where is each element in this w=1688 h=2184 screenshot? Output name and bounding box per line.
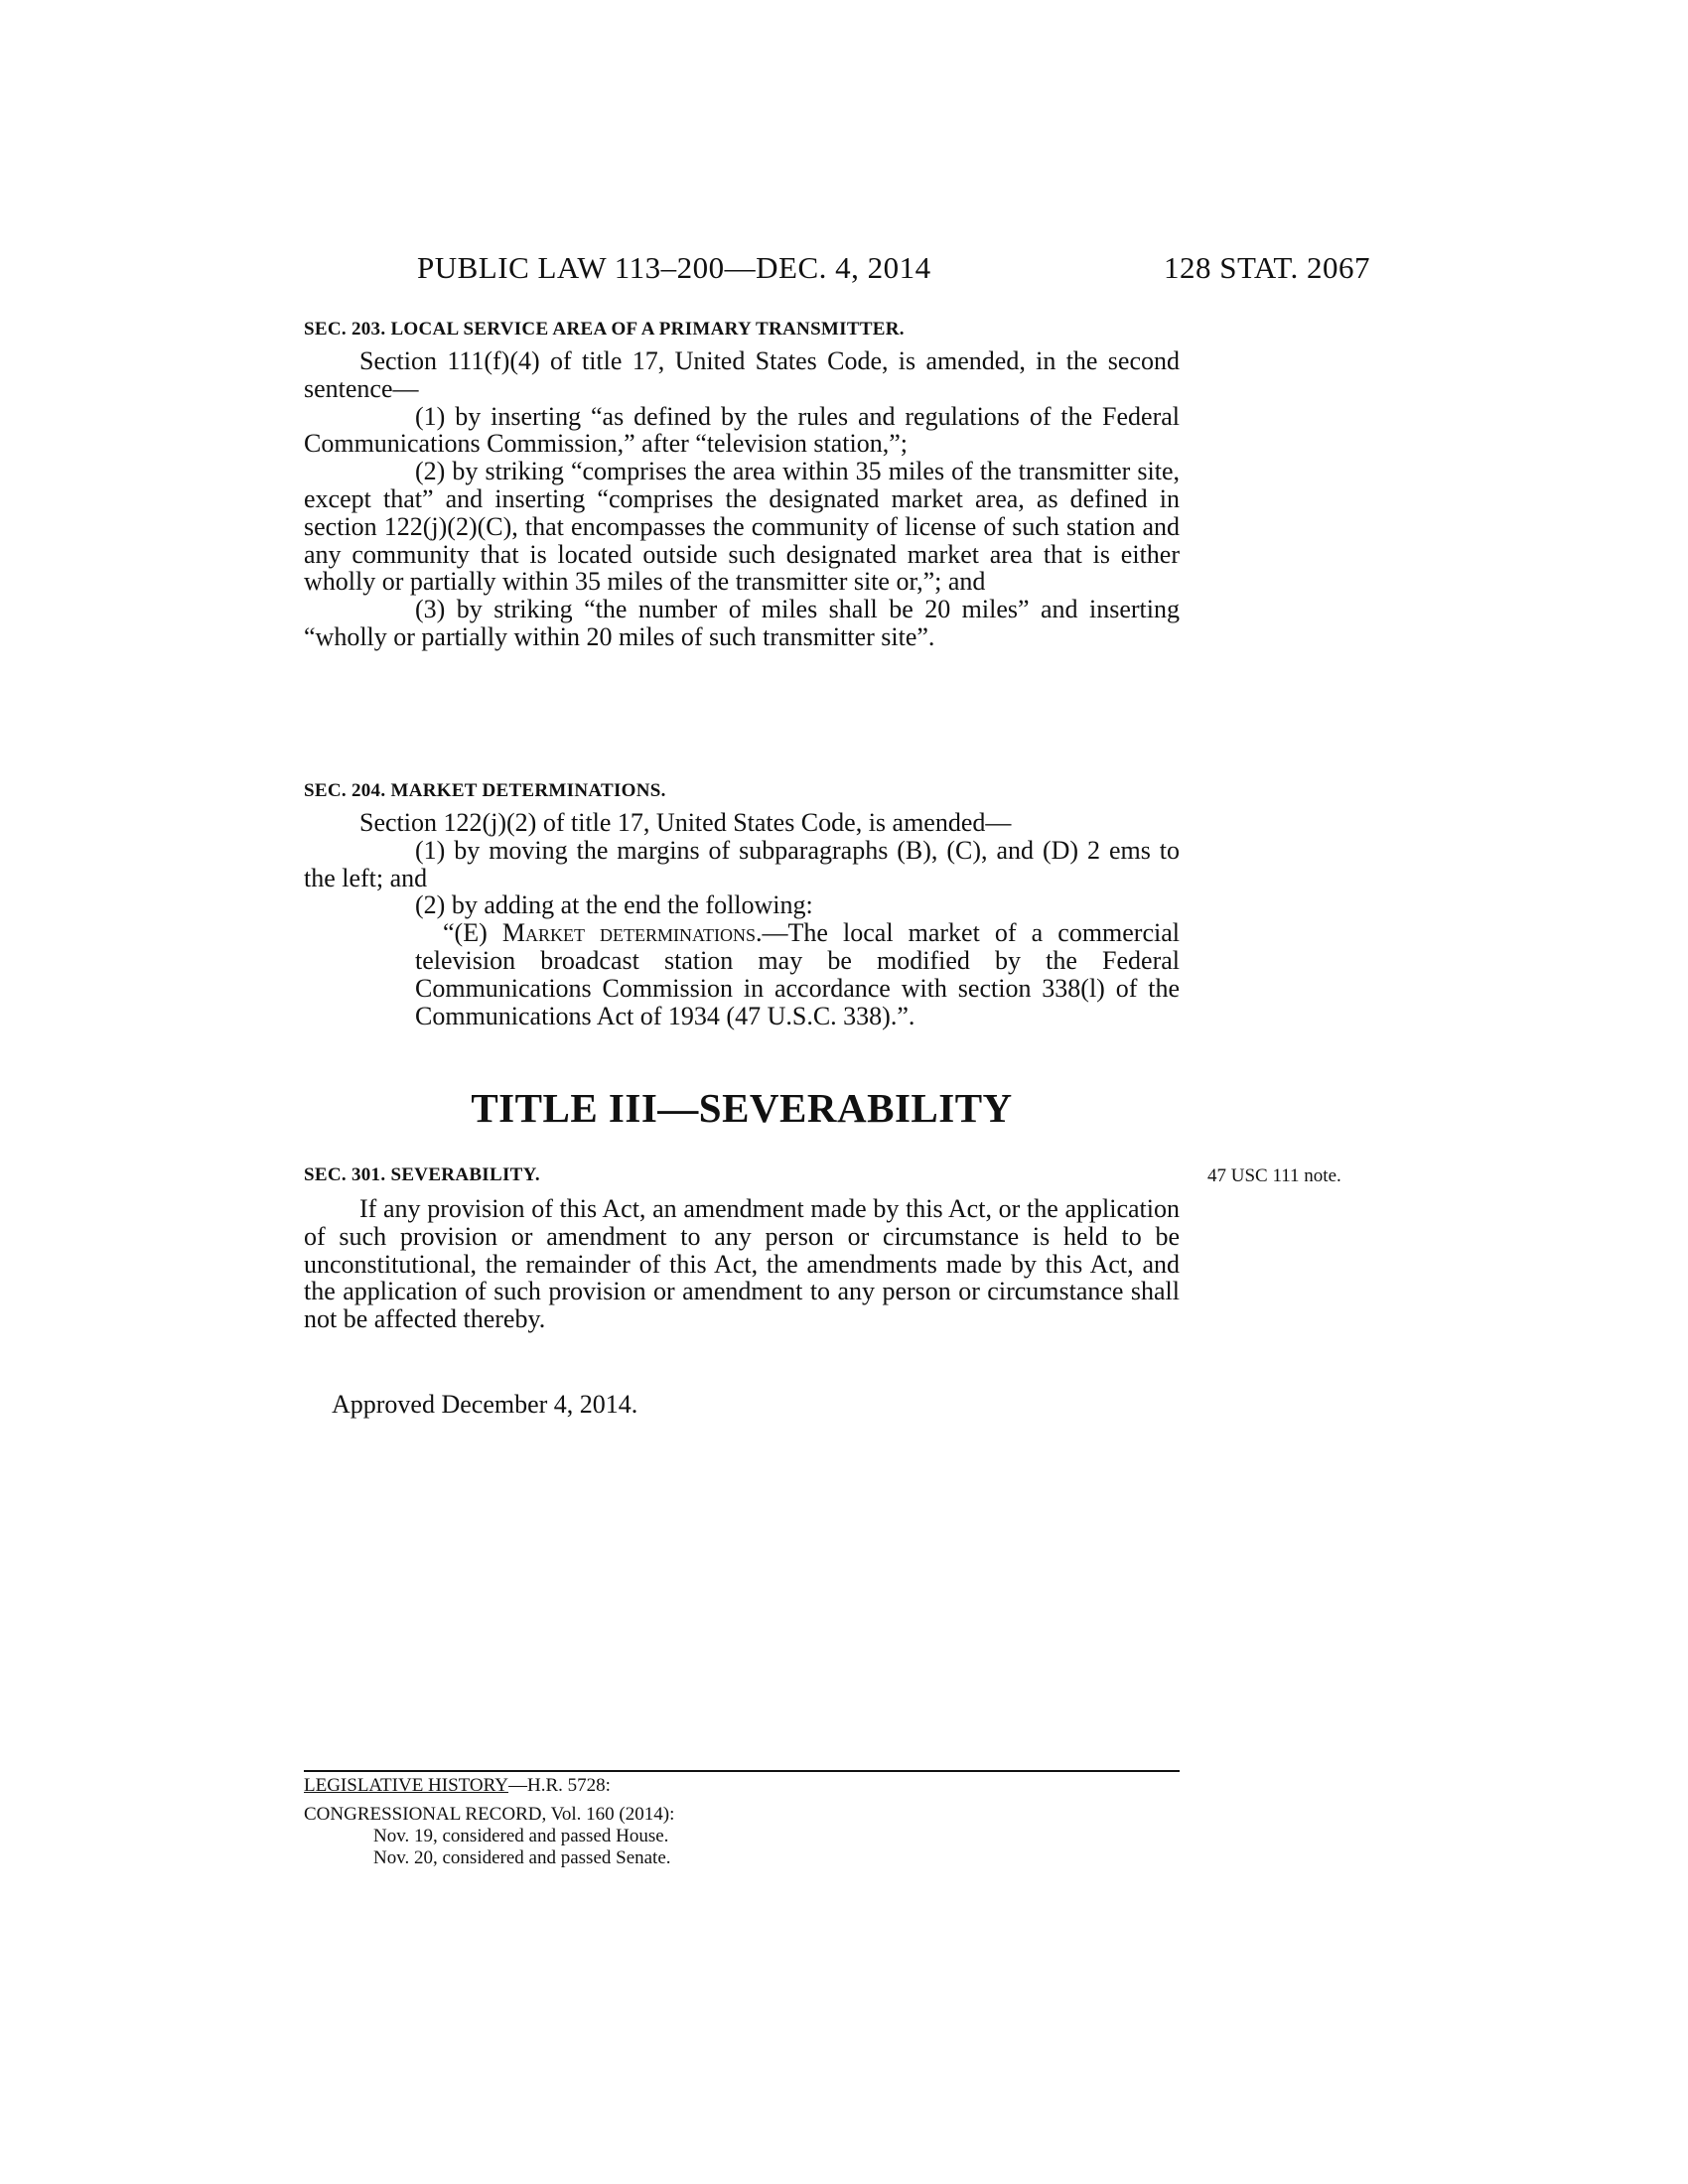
section-204-quoted-subparagraph bbox=[304, 919, 1180, 1029]
legislative-history-title bbox=[304, 1775, 1180, 1797]
section-203-item-3: (3) by striking “the number of miles shall be 20 miles” and inserting “wholly or partially within 20 miles of such transmitter site”. bbox=[304, 595, 1180, 651]
section-204-item-1: (1) by moving the margins of subparagraphs (B), (C), and (D) 2 ems to the left; and bbox=[304, 835, 1180, 892]
congressional-record: CONGRESSIONAL RECORD, Vol. 160 (2014): bbox=[304, 1804, 675, 1825]
legislative-history bbox=[304, 1775, 1180, 1869]
statute-page-number: 128 STAT. 2067 bbox=[1163, 250, 1370, 285]
running-head-title: PUBLIC LAW 113–200—DEC. 4, 2014 bbox=[417, 250, 931, 285]
section-301-heading: SEC. 301. SEVERABILITY. bbox=[304, 1164, 540, 1185]
section-203-heading: SEC. 203. LOCAL SERVICE AREA OF A PRIMARY TRANSMITTER. bbox=[304, 319, 905, 340]
legislative-history-bill: —H.R. 5728: bbox=[508, 1775, 611, 1796]
quote-body: .—The local market of a commercial television broadcast station may be modified by the Federal Communications Commission in accordance with section 338(l) of the Communications Act of 1934 (47 U.S.C. 338).”. bbox=[415, 918, 1180, 1030]
section-203-item-2: (2) by striking “comprises the area within 35 miles of the transmitter site, except that” and inserting “comprises the designated market area, as defined in section 122(j)(2)(C), that encompasses the community of license of such station and any community that is located outside such designated market area that is either wholly or partially within 35 miles of the transmitter site or,”; and bbox=[304, 457, 1180, 597]
section-203-item-1: (1) by inserting “as defined by the rules and regulations of the Federal Communications Commission,” after “television station,”; bbox=[304, 401, 1180, 459]
section-204 bbox=[304, 779, 1180, 1029]
running-head bbox=[417, 250, 1370, 290]
history-entry: Nov. 20, considered and passed Senate. bbox=[373, 1847, 671, 1868]
footnote-divider bbox=[304, 1770, 1180, 1772]
quote-lead: “(E) bbox=[443, 918, 502, 948]
quote-caption: Market determinations bbox=[501, 918, 757, 948]
approval-date: Approved December 4, 2014. bbox=[332, 1390, 638, 1419]
history-entry: Nov. 19, considered and passed House. bbox=[373, 1826, 669, 1846]
margin-note: 47 USC 111 note. bbox=[1207, 1165, 1341, 1186]
section-301 bbox=[304, 1163, 1180, 1333]
section-204-item-2: (2) by adding at the end the following: bbox=[415, 890, 813, 920]
section-204-intro: Section 122(j)(2) of title 17, United States Code, is amended— bbox=[359, 808, 1012, 837]
section-203-intro: Section 111(f)(4) of title 17, United States Code, is amended, in the second sentence— bbox=[304, 346, 1180, 403]
section-301-body: If any provision of this Act, an amendment made by this Act, or the application of such provision or amendment to any person or circumstance is held to be unconstitutional, the remainder of this Act, the amendments made by this Act, and the application of such provision or amendment to any person or circumstance shall not be affected thereby. bbox=[304, 1194, 1180, 1334]
legislative-history-label: LEGISLATIVE HISTORY bbox=[304, 1775, 509, 1796]
section-204-heading: SEC. 204. MARKET DETERMINATIONS. bbox=[304, 780, 666, 801]
section-203 bbox=[304, 318, 1180, 651]
title-heading: TITLE III—SEVERABILITY bbox=[471, 1085, 1013, 1131]
